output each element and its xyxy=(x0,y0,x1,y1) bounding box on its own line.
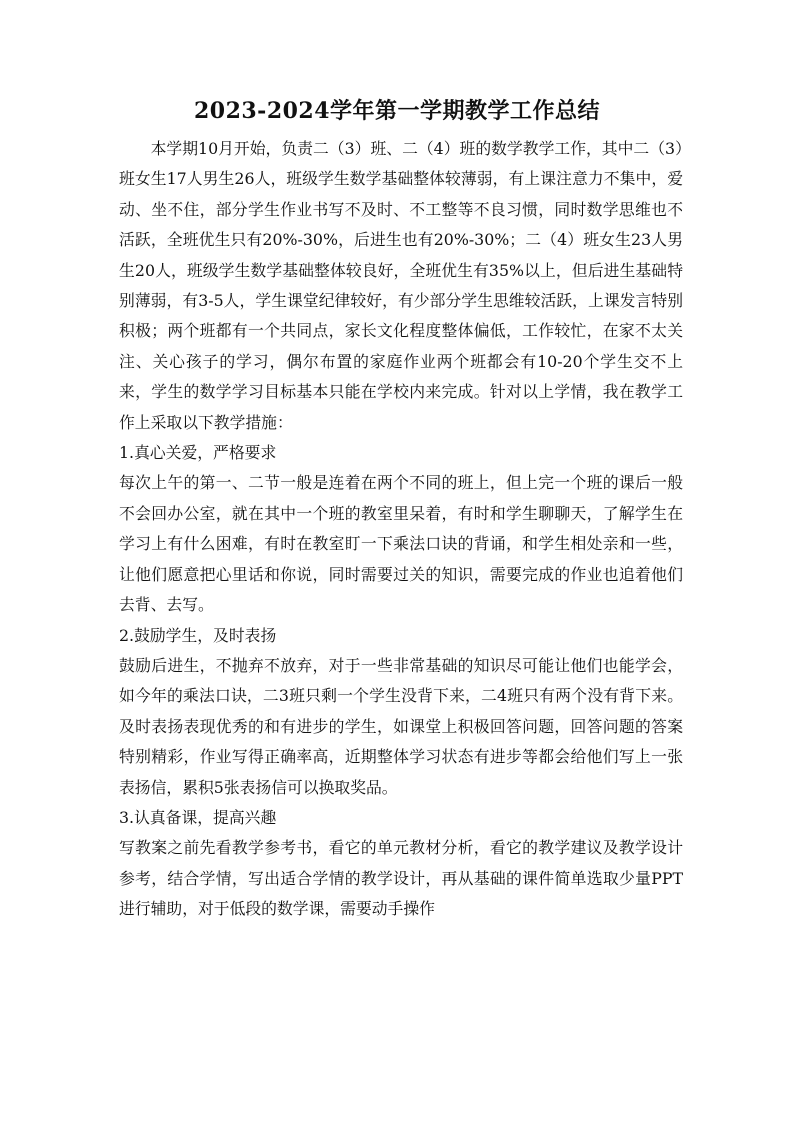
section-heading-3: 3.认真备课，提高兴趣 xyxy=(119,807,277,827)
intro-paragraph: 本学期10月开始，负责二（3）班、二（4）班的数学教学工作，其中二（3）班女生17人男生26人，班级学生数学基础整体较薄弱，有上课注意力不集中，爱动、坐不住，部分学生作业书写不及时、不工整等不良习惯，同时数学思维也不活跃，全班优生只有20%-30%，后进生也有20%-30%；二（4）班女生23人男生20人，班级学生数学基础整体较良好，全班优生有35%以上，但后进生基础特别薄弱，有3-5人，学生课堂纪律较好，有少部分学生思维较活跃，上课发言特别积极；两个班都有一个共同点，家长文化程度整体偏低，工作较忙，在家不太关注、关心孩子的学习，偶尔布置的家庭作业两个班都会有10-20个学生交不上来，学生的数学学习目标基本只能在学校内来完成。针对以上学情，我在教学工作上采取以下教学措施： xyxy=(119,139,683,432)
section-heading-2: 2.鼓励学生，及时表扬 xyxy=(119,625,277,645)
section-paragraph-2: 鼓励后进生，不抛弃不放弃，对于一些非常基础的知识尽可能让他们也能学会，如今年的乘法口诀，二3班只剩一个学生没背下来，二4班只有两个没有背下来。及时表扬表现优秀的和有进步的学生，如课堂上积极回答问题，回答问题的答案特别精彩，作业写得正确率高，近期整体学习状态有进步等都会给他们写上一张表扬信，累积5张表扬信可以换取奖品。 xyxy=(119,655,683,797)
document-body xyxy=(119,134,683,925)
section-paragraph-1: 每次上午的第一、二节一般是连着在两个不同的班上，但上完一个班的课后一般不会回办公室，就在其中一个班的教室里呆着，有时和学生聊聊天，了解学生在学习上有什么困难，有时在教室盯一下乘法口诀的背诵，和学生相处亲和一些，让他们愿意把心里话和你说，同时需要过关的知识，需要完成的作业也追着他们去背、去写。 xyxy=(119,473,683,615)
section-heading-1: 1.真心关爱，严格要求 xyxy=(119,443,277,463)
document-title: 2023-2024学年第一学期教学工作总结 xyxy=(193,98,601,124)
section-paragraph-3: 写教案之前先看教学参考书，看它的单元教材分析，看它的教学建议及教学设计参考，结合学情，写出适合学情的教学设计，再从基础的课件简单选取少量PPT进行辅助，对于低段的数学课，需要动手操作 xyxy=(119,838,683,919)
